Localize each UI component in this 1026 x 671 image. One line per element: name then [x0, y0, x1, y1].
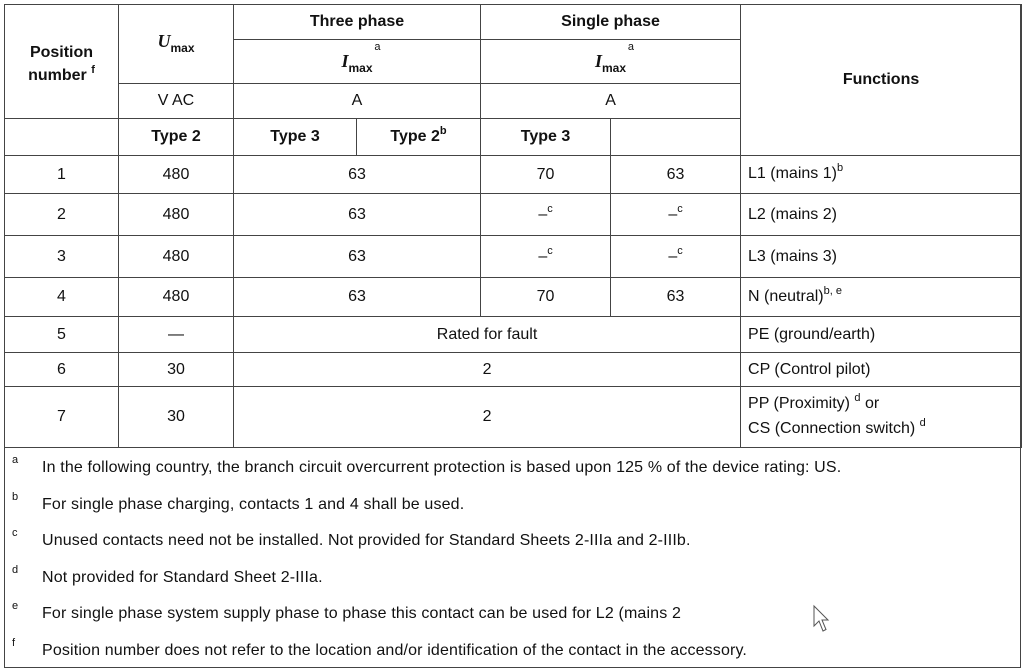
- umax-blank-cell: [5, 119, 119, 156]
- table-row: [5, 353, 1022, 387]
- unit-a-three-phase: A: [234, 84, 481, 119]
- three-phase-cell: 63: [234, 194, 481, 236]
- table-row: [5, 278, 1022, 317]
- footnote: [4, 450, 1021, 487]
- footnote-mark: d: [12, 563, 19, 576]
- umax-cell: 480: [119, 194, 234, 236]
- three-phase-cell: 63: [234, 236, 481, 278]
- function-cell: L2 (mains 2): [741, 194, 1022, 236]
- footnote: [4, 596, 1021, 633]
- three-phase-header: Three phase: [234, 5, 481, 40]
- table-row: [5, 236, 1022, 278]
- three-phase-cell: 63: [234, 156, 481, 194]
- three-phase-imax-header: $I_{max}$ a: [234, 40, 481, 84]
- umax-cell: 480: [119, 236, 234, 278]
- function-cell: CP (Control pilot): [741, 353, 1022, 387]
- three-phase-type3-header: Type 3: [234, 119, 357, 156]
- umax-cell: 30: [119, 387, 234, 448]
- footnote-text: In the following country, the branch circuit overcurrent protection is based upon 125 % of the device rating: US.: [42, 459, 842, 476]
- footnote: [4, 487, 1021, 524]
- footnotes: [4, 450, 1021, 670]
- single-type3-cell: 63: [611, 278, 741, 317]
- table-row: [5, 317, 1022, 353]
- single-type2-cell: –$^c$: [481, 236, 611, 278]
- footnote-text: Position number does not refer to the location and/or identification of the contact in the accessory.: [42, 641, 748, 659]
- table-row: [5, 387, 1022, 448]
- umax-header: $U_{max}$: [119, 5, 234, 84]
- umax-cell: 480: [119, 278, 234, 317]
- contact-ratings-table: [4, 4, 1022, 448]
- single-type3-cell: 63: [611, 156, 741, 194]
- function-cell: L3 (mains 3): [741, 236, 1022, 278]
- three-phase-cell: 63: [234, 278, 481, 317]
- merged-rating-cell: 2: [234, 353, 741, 387]
- position-number-header: Position number $^f$: [5, 5, 119, 119]
- position-cell: 2: [5, 194, 119, 236]
- footnote-text: Unused contacts need not be installed. Not provided for Standard Sheets 2-IIIa and 2-IIIb.: [42, 532, 691, 550]
- position-cell: 1: [5, 156, 119, 194]
- position-cell: 3: [5, 236, 119, 278]
- umax-cell: 30: [119, 353, 234, 387]
- footnote: [4, 523, 1021, 560]
- position-cell: 4: [5, 278, 119, 317]
- single-type3-cell: –$^c$: [611, 194, 741, 236]
- function-cell: PP (Proximity) $^d$ or CS (Connection switch) $^d$: [741, 387, 1022, 448]
- footnote-text: Not provided for Standard Sheet 2-IIIa.: [42, 568, 323, 586]
- single-type2-cell: –$^c$: [481, 194, 611, 236]
- single-phase-header: Single phase: [481, 5, 741, 40]
- footnote-text: For single phase charging, contacts 1 and 4 shall be used.: [42, 495, 465, 513]
- function-cell: PE (ground/earth): [741, 317, 1022, 353]
- function-cell: L1 (mains 1)$^b$: [741, 156, 1022, 194]
- footnote-mark: a: [12, 454, 19, 466]
- table-row: [5, 194, 1022, 236]
- unit-vac: V AC: [119, 84, 234, 119]
- footnote-mark: e: [12, 600, 19, 613]
- unit-a-single-phase: A: [481, 84, 741, 119]
- single-phase-imax-header: $I_{max}$ a: [481, 40, 741, 84]
- table-row: [5, 156, 1022, 194]
- position-cell: 5: [5, 317, 119, 353]
- merged-rating-cell: Rated for fault: [234, 317, 741, 353]
- single-phase-type3-header: Type 3: [481, 119, 611, 156]
- function-cell: N (neutral)$^{b, e}$: [741, 278, 1022, 317]
- umax-cell: —: [119, 317, 234, 353]
- merged-rating-cell: 2: [234, 387, 741, 448]
- footnote-text: For single phase system supply phase to phase this contact can be used for L2 (mains 2: [42, 605, 682, 623]
- position-cell: 7: [5, 387, 119, 448]
- footnote: [4, 633, 1021, 670]
- single-type2-cell: 70: [481, 156, 611, 194]
- single-type2-cell: 70: [481, 278, 611, 317]
- footnote: [4, 560, 1021, 597]
- footnote-mark: c: [12, 527, 18, 540]
- umax-cell: 480: [119, 156, 234, 194]
- functions-header: Functions: [741, 5, 1022, 156]
- single-type3-cell: –$^c$: [611, 236, 741, 278]
- mouse-cursor-icon: [812, 604, 830, 634]
- position-cell: 6: [5, 353, 119, 387]
- footnote-mark: f: [12, 636, 16, 649]
- footnote-mark: b: [12, 490, 19, 503]
- three-phase-type2-header: Type 2: [119, 119, 234, 156]
- single-phase-type2-header: Type 2$^b$: [357, 119, 481, 156]
